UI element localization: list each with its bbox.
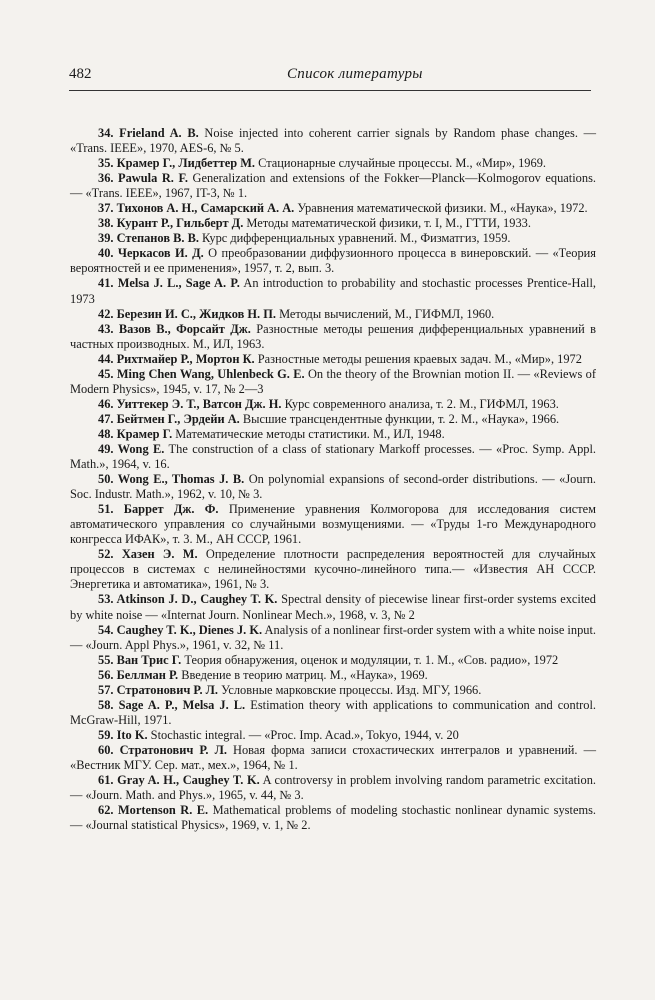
reference-authors: 54. Caughey T. K., Dienes J. K.	[98, 622, 263, 637]
reference-text: Курс современного анализа, т. 2. М., ГИФМЛ, 1963.	[281, 396, 559, 411]
reference-entry	[70, 276, 596, 306]
reference-text: Высшие трансцендентные функции, т. 2. М., «Наука», 1966.	[239, 411, 560, 426]
reference-authors: 41. Melsa J. L., Sage A. P.	[98, 276, 240, 291]
reference-entry	[70, 547, 596, 592]
reference-authors: 42. Березин И. С., Жидков Н. П.	[98, 306, 276, 321]
reference-text: Применение уравнения Колмогорова для исследования систем автоматического управления со случайными возмущениями. — «Труды 1-го Международного конгресса ИФАК», т. 3. М., АН СССР, 1961.	[70, 502, 596, 547]
reference-authors: 35. Крамер Г., Лидбеттер М.	[98, 156, 255, 171]
reference-text: Методы вычислений, М., ГИФМЛ, 1960.	[275, 306, 495, 321]
reference-entry	[70, 728, 596, 743]
reference-entry	[70, 156, 596, 171]
reference-text: On polynomial expansions of second-order distributions. — «Journ. Soc. Industr. Math.», 1962, v. 10, № 3.	[70, 472, 596, 502]
reference-text: Теория обнаружения, оценок и модуляции, т. 1. М., «Сов. радио», 1972	[181, 652, 559, 667]
reference-entry	[70, 427, 596, 442]
reference-authors: 48. Крамер Г.	[98, 426, 173, 441]
page-number: 482	[69, 66, 92, 82]
reference-entry	[70, 126, 596, 156]
reference-authors: 61. Gray A. H., Caughey T. K.	[98, 773, 260, 788]
reference-authors: 52. Хазен Э. М.	[98, 547, 198, 562]
header-rule	[69, 90, 591, 91]
reference-entry	[70, 773, 596, 803]
reference-text: Mathematical problems of modeling stochastic nonlinear dynamic systems. — «Journal statistical Physics», 1969, v. 1, № 2.	[70, 803, 596, 833]
reference-text: Разностные методы решения дифференциальных уравнений в частных производных. М., ИЛ, 1963.	[70, 321, 596, 351]
reference-entry	[70, 683, 596, 698]
reference-text: Уравнения математической физики. М., «Наука», 1972.	[294, 201, 588, 216]
reference-authors: 40. Черкасов И. Д.	[98, 246, 204, 261]
reference-text: Введение в теорию матриц. М., «Наука», 1969.	[178, 667, 428, 682]
reference-text: Noise injected into coherent carrier signals by Random phase changes. — «Trans. IEEE», 1970, AES-6, № 5.	[70, 126, 596, 156]
reference-entry	[70, 307, 596, 322]
reference-text: Spectral density of piecewise linear first-order systems excited by white noise — «Internat Journ. Nonlinear Mech.», 1968, v. 3, № 2	[70, 592, 596, 622]
reference-text: Новая форма записи стохастических интегралов и уравнений. — «Вестник МГУ. Сер. мат., мех.», 1964, № 1.	[70, 742, 596, 772]
reference-entry	[70, 442, 596, 472]
running-title: Список литературы	[287, 66, 423, 82]
reference-entry	[70, 201, 596, 216]
reference-authors: 50. Wong E., Thomas J. B.	[98, 472, 245, 487]
reference-text: On the theory of the Brownian motion II. — «Reviews of Modern Physics», 1945, v. 17, № 2—3	[70, 366, 596, 396]
reference-authors: 45. Ming Chen Wang, Uhlenbeck G. E.	[98, 366, 305, 381]
reference-entry	[70, 246, 596, 276]
reference-list	[70, 126, 596, 833]
reference-entry	[70, 472, 596, 502]
reference-entry	[70, 803, 596, 833]
reference-text: Estimation theory with applications to communication and control. McGraw-Hill, 1971.	[70, 697, 597, 727]
reference-entry	[70, 216, 596, 231]
reference-authors: 58. Sage A. P., Melsa J. L.	[98, 697, 246, 712]
reference-text: Стационарные случайные процессы. М., «Мир», 1969.	[255, 156, 546, 171]
page-header	[69, 66, 591, 88]
reference-authors: 46. Уиттекер Э. Т., Ватсон Дж. Н.	[98, 396, 282, 411]
reference-authors: 59. Ito K.	[98, 727, 148, 742]
reference-text: Analysis of a nonlinear first-order system with a white noise input. — «Journ. Appl Phys.», 1961, v. 32, № 11.	[70, 622, 597, 652]
reference-text: Методы математической физики, т. I, М., ГТТИ, 1933.	[243, 216, 531, 231]
reference-authors: 51. Баррет Дж. Ф.	[98, 502, 219, 517]
reference-entry	[70, 367, 596, 397]
reference-text: Курс дифференциальных уравнений. М., Физматгиз, 1959.	[198, 231, 511, 246]
reference-text: The construction of a class of stationary Markoff processes. — «Proc. Symp. Appl. Math.», 1964, v. 16.	[70, 441, 596, 472]
reference-entry	[70, 653, 596, 668]
reference-entry	[70, 698, 596, 728]
reference-text: Разностные методы решения краевых задач. М., «Мир», 1972	[254, 351, 582, 366]
reference-text: Stochastic integral. — «Proc. Imp. Acad.», Tokyo, 1944, v. 20	[147, 727, 459, 742]
reference-text: Определение плотности распределения вероятностей для случайных процессов в системах с нелинейностями кусочно-линейного типа.— «Известия АН СССР. Энергетика и автоматика», 1961, № 3.	[70, 547, 596, 592]
reference-authors: 60. Стратонович Р. Л.	[98, 742, 227, 757]
reference-entry	[70, 352, 596, 367]
reference-authors: 38. Курант Р., Гильберт Д.	[98, 216, 244, 231]
reference-authors: 53. Atkinson J. D., Caughey T. K.	[98, 592, 278, 607]
reference-entry	[70, 502, 596, 547]
reference-authors: 34. Frieland A. B.	[98, 126, 199, 140]
reference-entry	[70, 743, 596, 773]
reference-text: Generalization and extensions of the Fokker—Planck—Kolmogorov equations. — «Trans. IEEE», 1967, IT-3, № 1.	[70, 171, 596, 201]
reference-text: Математические методы статистики. М., ИЛ, 1948.	[172, 426, 445, 441]
reference-text: An introduction to probability and stochastic processes Prentice-Hall, 1973	[70, 276, 596, 306]
reference-authors: 36. Pawula R. F.	[98, 171, 188, 186]
reference-entry	[70, 412, 596, 427]
reference-authors: 57. Стратонович Р. Л.	[98, 682, 218, 697]
reference-authors: 37. Тихонов А. Н., Самарский А. А.	[98, 201, 295, 216]
reference-entry	[70, 623, 596, 653]
reference-authors: 43. Вазов В., Форсайт Дж.	[98, 321, 251, 336]
reference-entry	[70, 231, 596, 246]
reference-text: О преобразовании диффузионного процесса в винеровский. — «Теория вероятностей и ее применения», 1957, т. 2, вып. 3.	[70, 246, 596, 276]
reference-authors: 55. Ван Трис Г.	[98, 652, 182, 667]
reference-text: A controversy in problem involving random parametric excitation. — «Journ. Math. and Phys.», 1965, v. 44, № 3.	[70, 773, 596, 803]
reference-authors: 56. Беллман Р.	[98, 667, 179, 682]
reference-text: Условные марковские процессы. Изд. МГУ, 1966.	[217, 682, 482, 697]
reference-authors: 62. Mortenson R. E.	[98, 803, 209, 818]
reference-entry	[70, 668, 596, 683]
reference-authors: 39. Степанов В. В.	[98, 231, 199, 246]
reference-entry	[70, 397, 596, 412]
reference-entry	[70, 171, 596, 201]
reference-authors: 44. Рихтмайер Р., Мортон К.	[98, 351, 255, 366]
reference-authors: 47. Бейтмен Г., Эрдейи А.	[98, 411, 240, 426]
reference-entry	[70, 592, 596, 622]
reference-authors: 49. Wong E.	[98, 441, 165, 456]
reference-entry	[70, 322, 596, 352]
